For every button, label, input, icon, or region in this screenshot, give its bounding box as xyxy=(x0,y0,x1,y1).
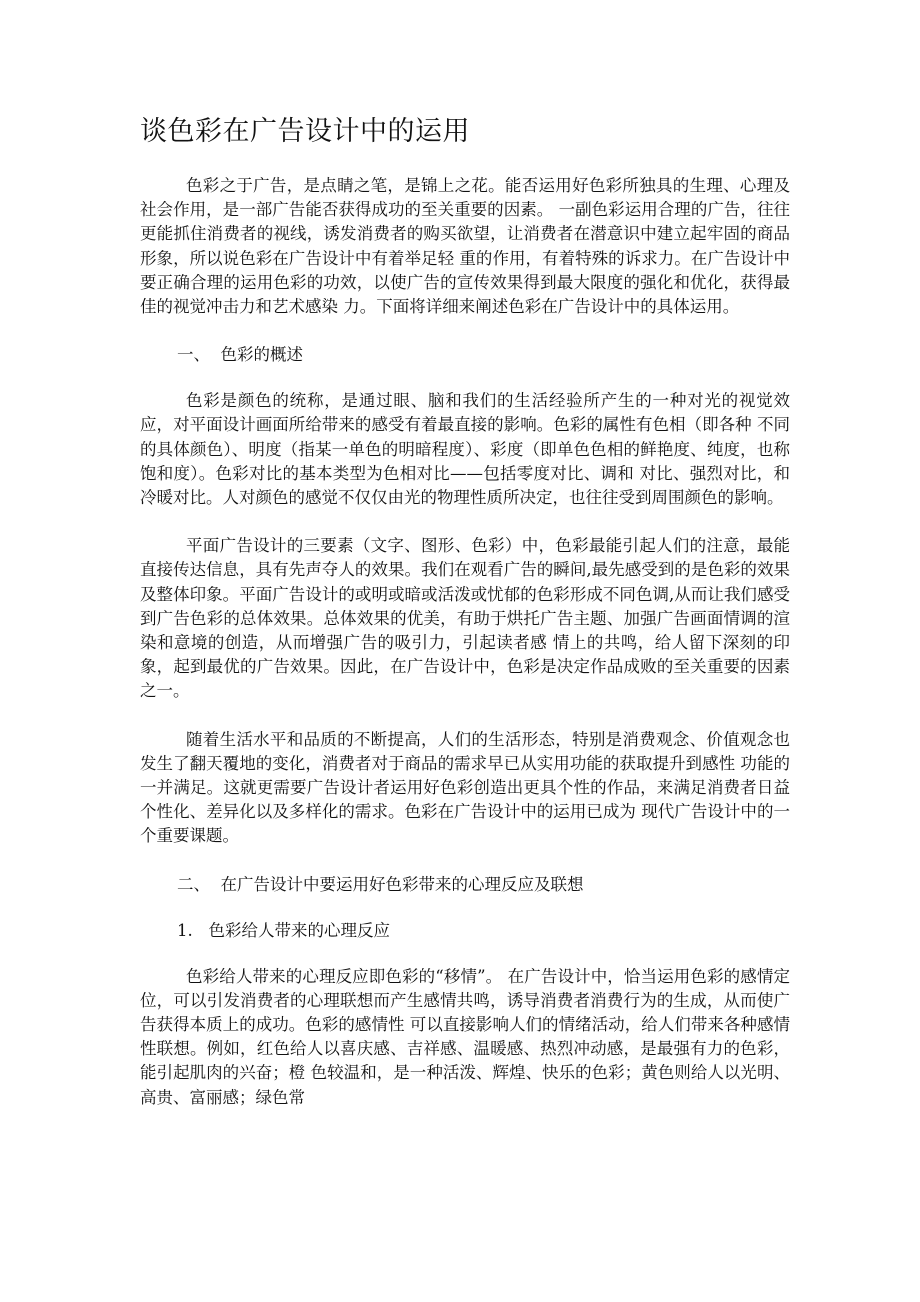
paragraph-three-elements: 平面广告设计的三要素（文字、图形、色彩）中，色彩最能引起人们的注意，最能直接传达信息，具有先声夺人的效果。我们在观看广告的瞬间,最先感受到的是色彩的效果及整体印象。平面广告设计的或明或暗或活泼或忧郁的色彩形成不同色调,从而让我们感受到广告色彩的总体效果。总体效果的优美，有助于烘托广告主题、加强广告画面情调的渲染和意境的创造，从而增强广告的吸引力，引起读者感 情上的共鸣，给人留下深刻的印象，起到最优的广告效果。因此，在广告设计中，色彩是决定作品成败的至关重要的因素之一。 xyxy=(140,536,790,701)
section-heading-1: 一、 色彩的概述 xyxy=(177,345,303,365)
document-title: 谈色彩在广告设计中的运用 xyxy=(140,116,470,147)
paragraph-living-standards: 随着生活水平和品质的不断提高，人们的生活形态，特别是消费观念、价值观念也发生了翻天覆地的变化，消费者对于商品的需求早已从实用功能的获取提升到感性 功能的一并满足。这就更需要广告设计者运用好色彩创造出更具个性的作品，来满足消费者日益个性化、差异化以及多样化的需求。色彩在广告设计中的运用已成为 现代广告设计中的一个重要课题。 xyxy=(140,729,790,846)
subsection-heading-1: 1. 色彩给人带来的心理反应 xyxy=(177,920,390,940)
paragraph-color-overview: 色彩是颜色的统称，是通过眼、脑和我们的生活经验所产生的一种对光的视觉效应，对平面设计画面所给带来的感受有着最直接的影响。色彩的属性有色相（即各种 不同的具体颜色）、明度（指某一单色的明暗程度）、彩度（即单色色相的鲜艳度、纯度，也称饱和度）。色彩对比的基本类型为色相对比——包括零度对比、调和 对比、强烈对比，和冷暖对比。人对颜色的感觉不仅仅由光的物理性质所决定，也往往受到周围颜色的影响。 xyxy=(140,391,790,508)
paragraph-intro: 色彩之于广告，是点睛之笔，是锦上之花。能否运用好色彩所独具的生理、心理及社会作用，是一部广告能否获得成功的至关重要的因素。 一副色彩运用合理的广告，往往更能抓住消费者的视线，诱发消费者的购买欲望，让消费者在潜意识中建立起牢固的商品形象，所以说色彩在广告设计中有着举足轻 重的作用，有着特殊的诉求力。在广告设计中要正确合理的运用色彩的功效，以使广告的宣传效果得到最大限度的强化和优化，获得最佳的视觉冲击力和艺术感染 力。下面将详细来阐述色彩在广告设计中的具体运用。 xyxy=(140,176,790,317)
paragraph-psychological-response: 色彩给人带来的心理反应即色彩的“移情”。 在广告设计中，恰当运用色彩的感情定位，可以引发消费者的心理联想而产生感情共鸣，诱导消费者消费行为的生成，从而使广告获得本质上的成功。色彩的感情性 可以直接影响人们的情绪活动，给人们带来各种感情性联想。例如，红色给人以喜庆感、吉祥感、温暖感、热烈冲动感，是最强有力的色彩，能引起肌肉的兴奋；橙 色较温和，是一种活泼、辉煌、快乐的色彩；黄色则给人以光明、高贵、富丽感；绿色常 xyxy=(140,966,790,1107)
section-heading-2: 二、 在广告设计中要运用好色彩带来的心理反应及联想 xyxy=(177,874,584,894)
document-page xyxy=(140,112,790,1110)
